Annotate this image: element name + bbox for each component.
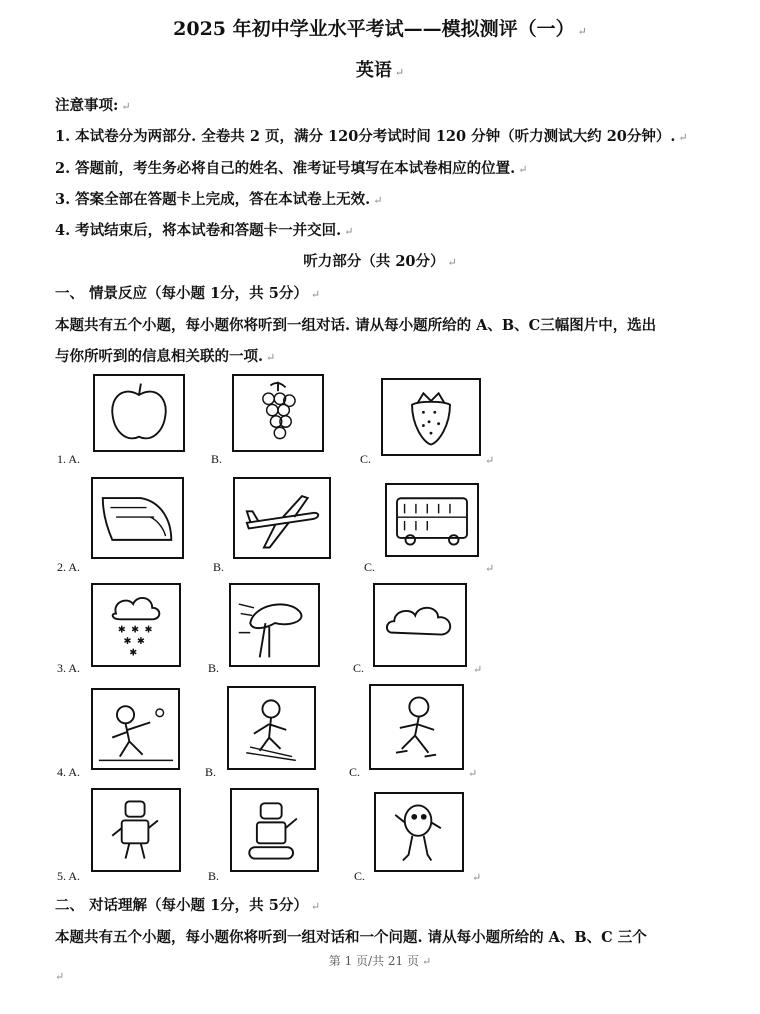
svg-text:✱: ✱ bbox=[129, 647, 138, 659]
windy-tree-icon bbox=[231, 585, 318, 665]
q2-label-b: B. bbox=[213, 560, 225, 574]
q4-label-c: C. bbox=[349, 765, 361, 779]
q5-label-a: 5. A. bbox=[57, 869, 81, 883]
svg-text:✱: ✱ bbox=[131, 624, 140, 636]
return-mark: ↵ bbox=[55, 970, 65, 983]
section2-title: 二、 对话理解（每小题 1分，共 5分） ↵ bbox=[55, 897, 321, 914]
note-item-1: 1. 本试卷分为两部分. 全卷共 2 页，满分 120分考试时间 120 分钟（听力测试大约 20分钟）. ↵ bbox=[55, 128, 688, 145]
exam-title: 2025 年初中学业水平考试——模拟测评（一） ↵ bbox=[173, 18, 587, 40]
section1-instruction-1: 本题共有五个小题，每小题你将听到一组对话. 请从每小题所给的 A、B、C三幅图片中，选出 bbox=[55, 317, 657, 334]
subject-title: 英语 ↵ bbox=[355, 60, 405, 81]
return-mark: ↵ bbox=[472, 871, 482, 884]
bus-icon bbox=[387, 485, 477, 555]
q1-option-c-picture[interactable] bbox=[381, 378, 481, 456]
q5-option-a-picture[interactable] bbox=[91, 788, 181, 872]
return-mark: ↵ bbox=[485, 562, 495, 575]
svg-text:✱: ✱ bbox=[123, 636, 132, 648]
return-mark: ↵ bbox=[485, 454, 495, 467]
skiing-kid-icon bbox=[229, 688, 314, 768]
strawberry-icon bbox=[383, 380, 479, 454]
return-mark: ↵ bbox=[473, 663, 483, 676]
q3-option-b-picture[interactable] bbox=[229, 583, 320, 667]
q4-label-a: 4. A. bbox=[57, 765, 81, 779]
note-item-3: 3. 答案全部在答题卡上完成，答在本试卷上无效. ↵ bbox=[55, 191, 383, 208]
svg-text:✱: ✱ bbox=[144, 624, 153, 636]
q3-option-c-picture[interactable] bbox=[373, 583, 467, 667]
q5-option-c-picture[interactable] bbox=[374, 792, 464, 872]
svg-text:✱: ✱ bbox=[136, 636, 145, 648]
q3-label-b: B. bbox=[208, 661, 220, 675]
q4-label-b: B. bbox=[205, 765, 217, 779]
q3-label-a: 3. A. bbox=[57, 661, 81, 675]
q5-option-b-picture[interactable] bbox=[230, 788, 319, 872]
q5-label-b: B. bbox=[208, 869, 220, 883]
q2-option-c-picture[interactable] bbox=[385, 483, 479, 557]
q2-label-a: 2. A. bbox=[57, 560, 81, 574]
robot-a-icon bbox=[93, 790, 179, 870]
skating-kid-icon bbox=[371, 686, 462, 768]
robot-c-icon bbox=[376, 794, 462, 870]
q2-label-c: C. bbox=[364, 560, 376, 574]
q1-option-b-picture[interactable] bbox=[232, 374, 324, 452]
q4-option-a-picture[interactable] bbox=[91, 688, 180, 770]
q4-option-c-picture[interactable] bbox=[369, 684, 464, 770]
q3-option-a-picture[interactable] bbox=[91, 583, 181, 667]
listening-heading: 听力部分（共 20分） ↵ bbox=[303, 253, 457, 270]
q1-label-a: 1. A. bbox=[57, 452, 81, 466]
section2-instruction-1: 本题共有五个小题，每小题你将听到一组对话和一个问题. 请从每小题所给的 A、B、C 三个 bbox=[55, 929, 647, 946]
snowball-kid-icon bbox=[93, 690, 178, 768]
cloud-icon bbox=[375, 585, 465, 665]
notes-heading: 注意事项: ↵ bbox=[55, 97, 131, 114]
q1-label-c: C. bbox=[360, 452, 372, 466]
q3-label-c: C. bbox=[353, 661, 365, 675]
grapes-icon bbox=[234, 376, 322, 450]
note-item-4: 4. 考试结束后，将本试卷和答题卡一并交回. ↵ bbox=[55, 222, 354, 239]
note-item-2: 2. 答题前，考生务必将自己的姓名、准考证号填写在本试卷相应的位置. ↵ bbox=[55, 160, 528, 177]
q5-label-c: C. bbox=[354, 869, 366, 883]
airplane-icon bbox=[235, 479, 329, 557]
q1-option-a-picture[interactable] bbox=[93, 374, 185, 452]
section1-instruction-2: 与你所听到的信息相关联的一项. ↵ bbox=[55, 348, 276, 365]
train-icon bbox=[93, 479, 182, 557]
section1-title: 一、 情景反应（每小题 1分，共 5分） ↵ bbox=[55, 285, 321, 302]
apple-icon bbox=[95, 376, 183, 450]
robot-tank-icon bbox=[232, 790, 317, 870]
q4-option-b-picture[interactable] bbox=[227, 686, 316, 770]
page-number: 第 1 页/共 21 页 ↵ bbox=[328, 954, 432, 968]
return-mark: ↵ bbox=[468, 767, 478, 780]
q2-option-b-picture[interactable] bbox=[233, 477, 331, 559]
q1-label-b: B. bbox=[211, 452, 223, 466]
snow-cloud-icon bbox=[93, 585, 179, 665]
q2-option-a-picture[interactable] bbox=[91, 477, 184, 559]
svg-text:✱: ✱ bbox=[117, 624, 126, 636]
